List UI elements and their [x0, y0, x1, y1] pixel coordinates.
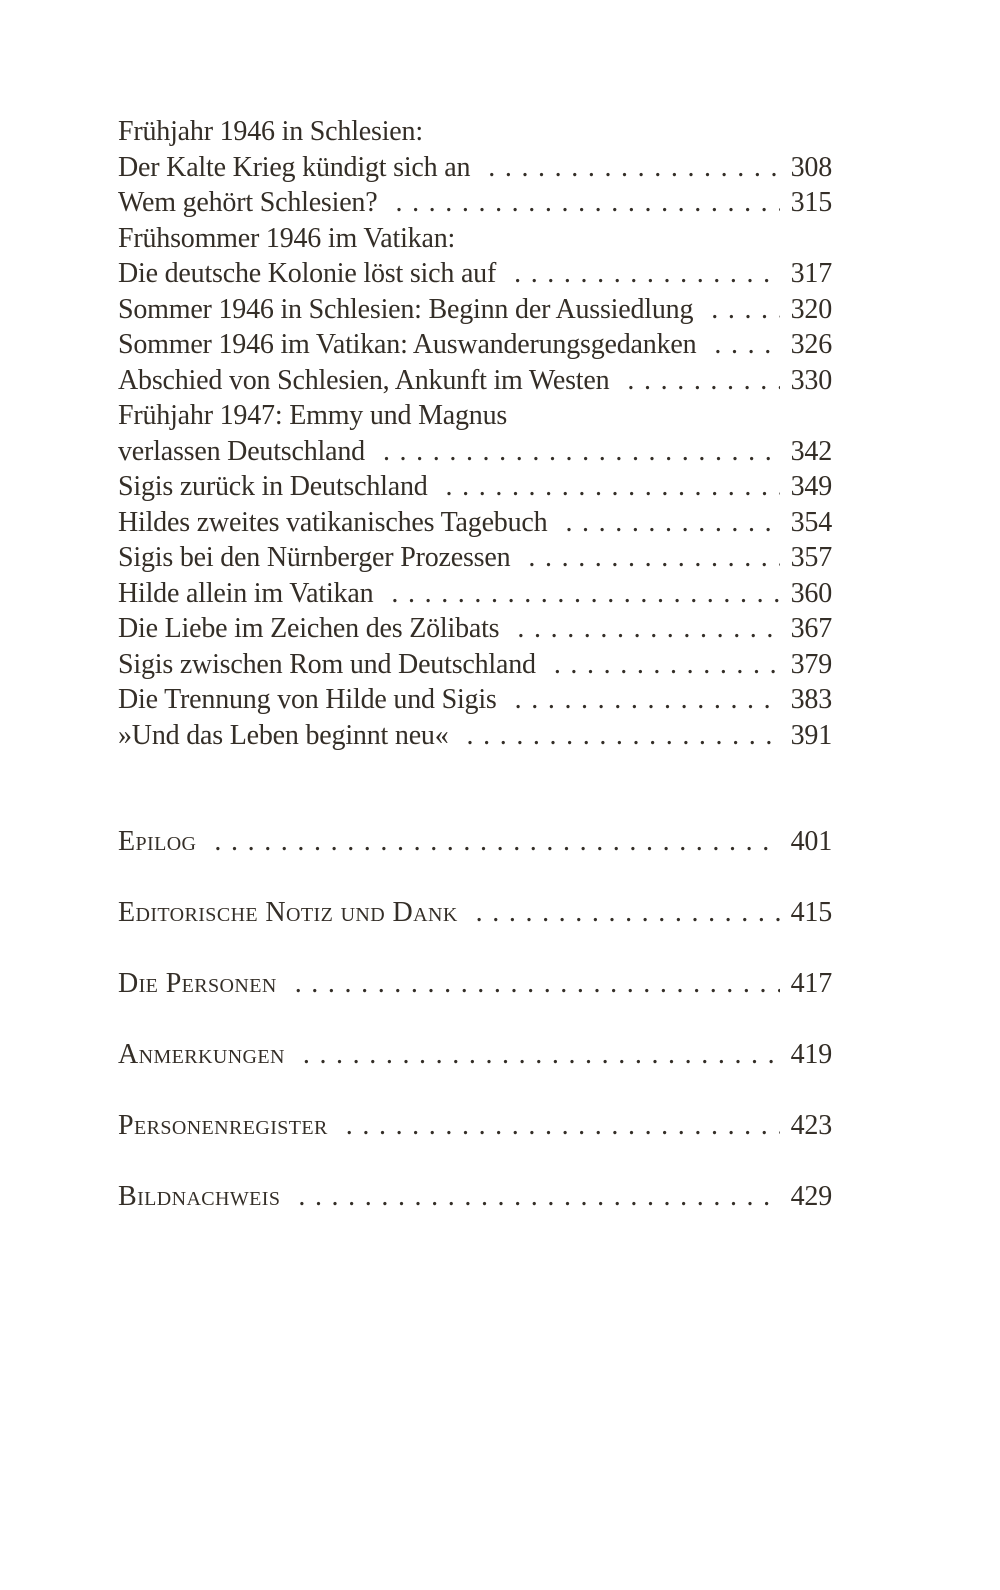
toc-entry-title: Die deutsche Kolonie löst sich auf [118, 258, 497, 289]
dot-leader [499, 611, 780, 647]
toc-entry-title: Abschied von Schlesien, Ankunft im Westen [118, 364, 610, 396]
toc-entry-title: Sigis bei den Nürnberger Prozessen [118, 542, 511, 573]
toc-entry-page-number: 429 [790, 1181, 832, 1212]
toc-entry-title: Sommer 1946 in Schlesien: Beginn der Aussiedlung [118, 293, 694, 325]
dot-leader [449, 718, 780, 754]
dot-leader [285, 1037, 780, 1073]
toc-entry [118, 292, 832, 328]
toc-entry-title: Bildnachweis [118, 1181, 281, 1212]
toc-entry-title: Frühjahr 1947: Emmy und Magnus [118, 400, 508, 431]
toc-entry [118, 966, 832, 1002]
toc-entry-title: Sommer 1946 im Vatikan: Auswanderungsgedanken [118, 329, 697, 360]
dot-leader [496, 256, 780, 292]
toc-entry [118, 221, 832, 257]
toc-entry [118, 363, 832, 399]
toc-entry [118, 114, 832, 150]
toc-entry [118, 718, 832, 754]
toc-entry-page-number: 367 [790, 613, 832, 644]
dot-leader [458, 895, 780, 931]
toc-entry [118, 576, 832, 612]
toc-entry [118, 434, 832, 470]
toc-entry-page-number: 383 [790, 684, 832, 715]
toc-entry [118, 682, 832, 718]
dot-leader [196, 824, 780, 860]
toc-entry-page-number: 354 [790, 506, 832, 538]
toc-entry [118, 1037, 832, 1073]
dot-leader [609, 363, 780, 399]
toc-entry-title: Editorische Notiz und Dank [118, 897, 458, 928]
dot-leader [328, 1108, 780, 1144]
toc-entry-page-number: 342 [790, 435, 832, 467]
dot-leader [365, 434, 780, 470]
toc-entry [118, 398, 832, 434]
dot-leader [377, 185, 780, 221]
toc-entry-title: Hilde allein im Vatikan [118, 577, 374, 609]
toc-entry [118, 185, 832, 221]
toc-entry-page-number: 419 [790, 1039, 832, 1070]
toc-entry-title: Die Liebe im Zeichen des Zölibats [118, 613, 500, 644]
toc-entry-title: Epilog [118, 826, 197, 857]
toc-entry-title: Die Personen [118, 968, 277, 999]
toc-entry-page-number: 330 [790, 364, 832, 396]
toc-entry [118, 1179, 832, 1215]
dot-leader [497, 682, 780, 718]
dot-leader [373, 576, 780, 612]
toc-entry-title: Sigis zwischen Rom und Deutschland [118, 648, 536, 680]
toc-entry-title: Wem gehört Schlesien? [118, 187, 378, 218]
toc-entry [118, 256, 832, 292]
toc-entry-title: »Und das Leben beginnt neu« [118, 719, 449, 751]
toc-entry-page-number: 308 [790, 151, 832, 183]
toc-entry-page-number: 360 [790, 577, 832, 609]
dot-leader [470, 150, 780, 186]
toc-entry-title: Der Kalte Krieg kündigt sich an [118, 151, 471, 183]
dot-leader [696, 327, 780, 363]
dot-leader [510, 540, 780, 576]
toc-entry-title: Sigis zurück in Deutschland [118, 471, 428, 502]
toc-entry [118, 540, 832, 576]
toc-entry-page-number: 423 [790, 1110, 832, 1141]
toc-backmatter-list [118, 824, 832, 1215]
toc-entry-page-number: 415 [790, 897, 832, 928]
toc-entry-title: Frühsommer 1946 im Vatikan: [118, 222, 456, 254]
toc-entry-page-number: 349 [790, 471, 832, 502]
toc-entry-page-number: 320 [790, 293, 832, 325]
toc-entry-title: Anmerkungen [118, 1039, 285, 1070]
toc-entry-page-number: 401 [790, 826, 832, 857]
toc-entry [118, 505, 832, 541]
toc-entry [118, 327, 832, 363]
toc-entry-page-number: 417 [790, 968, 832, 999]
toc-entry-title: Frühjahr 1946 in Schlesien: [118, 116, 423, 147]
dot-leader [536, 647, 780, 683]
toc-entry-title: Hildes zweites vatikanisches Tagebuch [118, 506, 548, 538]
toc-entry-page-number: 357 [790, 542, 832, 573]
toc-entry [118, 150, 832, 186]
toc-entry-page-number: 379 [790, 648, 832, 680]
toc-entry [118, 1108, 832, 1144]
dot-leader [693, 292, 780, 328]
toc-entry-page-number: 326 [790, 329, 832, 360]
toc-entry-title: Die Trennung von Hilde und Sigis [118, 684, 497, 715]
toc-entry-page-number: 315 [790, 187, 832, 218]
dot-leader [277, 966, 780, 1002]
toc-entry-title: Personenregister [118, 1110, 328, 1141]
dot-leader [280, 1179, 780, 1215]
toc-entry-title: verlassen Deutschland [118, 435, 365, 467]
toc-entry [118, 895, 832, 931]
toc-entry [118, 824, 832, 860]
dot-leader [428, 469, 780, 505]
toc-entry-page-number: 391 [790, 719, 832, 751]
toc-main-list [118, 114, 832, 753]
toc-entry [118, 469, 832, 505]
toc-entry [118, 611, 832, 647]
dot-leader [547, 505, 780, 541]
toc-entry [118, 647, 832, 683]
toc-entry-page-number: 317 [790, 258, 832, 289]
